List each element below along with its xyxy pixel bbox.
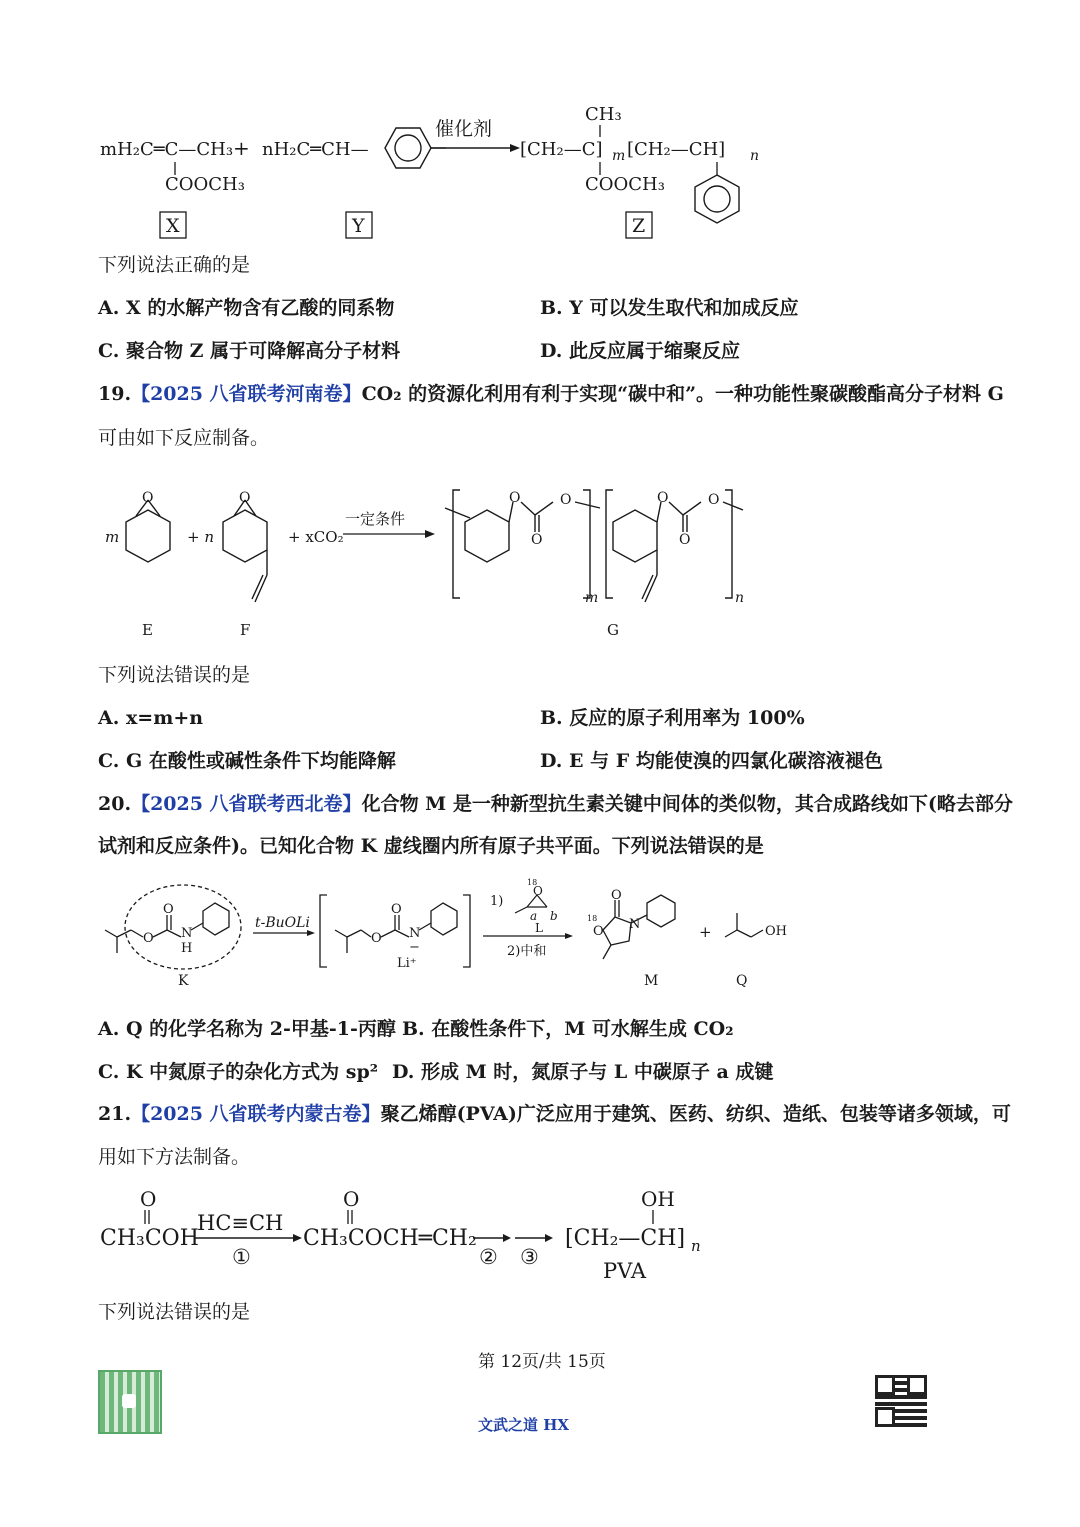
label-m: M (644, 973, 659, 989)
pva-hydroxyl: OH (641, 1187, 675, 1211)
m-carbonyl-oxygen: O (611, 888, 622, 903)
q20-option-a[interactable]: A. Q 的化学名称为 2-甲基-1-丙醇 (98, 1018, 396, 1040)
g-oxygen-3: O (560, 492, 572, 508)
q19-number: 19. (98, 383, 132, 405)
epoxide-e (126, 500, 170, 562)
f-oxygen: O (239, 490, 251, 506)
reaction-arrow (343, 530, 435, 538)
label-e: E (142, 621, 153, 639)
q19-stem-text: CO₂ 的资源化利用有利于实现“碳中和”。一种功能性聚碳酸酯高分子材料 G (361, 383, 1004, 405)
acetylene-reagent: HC≡CH (197, 1211, 284, 1235)
q20-stem-text: 化合物 M 是一种新型抗生素关键中间体的类似物，其合成路线如下(略去部分 (361, 793, 1013, 815)
vinyl-acetate: CH₃COCH═CH₂ (303, 1226, 477, 1251)
label-q: Q (736, 973, 748, 989)
q18-prompt: 下列说法正确的是 (98, 254, 251, 276)
product-subscript-n: n (750, 148, 760, 164)
label-k: K (178, 973, 189, 989)
q21-source-tag: 【2025 八省联考内蒙古卷】 (131, 1103, 381, 1125)
q20-option-d[interactable]: D. 形成 M 时，氮原子与 L 中碳原子 a 成键 (392, 1061, 774, 1083)
int-oxygen-carbonyl: O (391, 902, 402, 917)
k-oxygen-ester: O (143, 931, 154, 946)
k-oxygen-carbonyl: O (163, 902, 174, 917)
q18-option-c[interactable]: C. 聚合物 Z 属于可降解高分子材料 (98, 340, 401, 362)
pva-subscript-n: n (691, 1237, 701, 1255)
compound-k (105, 885, 241, 969)
qr-code-right[interactable] (875, 1375, 927, 1427)
l-oxygen: O (533, 884, 543, 898)
q19-source-tag: 【2025 八省联考河南卷】 (131, 383, 362, 405)
step-2-label: ② (479, 1245, 498, 1269)
g-subscript-n: n (735, 590, 745, 606)
q19-stem-line2: 可由如下反应制备。 (98, 427, 270, 449)
g-oxygen-5: O (679, 532, 691, 548)
page-number: 第 12页/共 15页 (478, 1352, 606, 1372)
benzene-ring-z (695, 175, 739, 223)
product-methyl: CH₃ (585, 104, 622, 125)
g-oxygen-6: O (708, 492, 720, 508)
coefficient-n: + n (187, 528, 214, 546)
q19-stem-line1 (98, 382, 1004, 406)
m-isotope-18: 18 (587, 914, 598, 923)
qr-code-left[interactable] (98, 1370, 162, 1434)
brand-footer: 文武之道 HX (478, 1416, 570, 1434)
coefficient-m: m (105, 528, 120, 546)
step-3-label: ③ (520, 1245, 539, 1269)
int-lithium: Li⁺ (397, 956, 417, 971)
plus-sign: + (233, 136, 250, 160)
m-ring-oxygen: O (593, 924, 604, 939)
q19-option-b[interactable]: B. 反应的原子利用率为 100% (540, 707, 805, 729)
q21-number: 21. (98, 1103, 132, 1125)
reagent-tbuoli: t-BuOLi (255, 915, 310, 931)
label-x: X (166, 215, 180, 237)
g-oxygen-2: O (531, 532, 543, 548)
g-oxygen-1: O (509, 490, 521, 506)
q21-stem-text: 聚乙烯醇(PVA)广泛应用于建筑、医药、纺织、造纸、包装等诸多领域，可 (380, 1103, 1011, 1125)
product-chain-1: [CH₂—C] (520, 139, 603, 160)
plus-sign: + (699, 923, 712, 941)
monomer-x-formula: mH₂C═C—CH₃ (100, 139, 234, 160)
q18-option-a[interactable]: A. X 的水解产物含有乙酸的同系物 (98, 297, 395, 319)
q21-stem-line1 (98, 1102, 1011, 1126)
label-y: Y (352, 215, 365, 237)
q21-prompt: 下列说法错误的是 (98, 1301, 251, 1323)
l-label: L (535, 921, 543, 935)
q19-option-a[interactable]: A. x=m+n (98, 707, 204, 729)
q19-prompt: 下列说法错误的是 (98, 664, 251, 686)
ester-carbonyl-o: O (343, 1187, 360, 1211)
l-isotope-18: 18 (527, 878, 538, 887)
product-subscript-m: m (612, 148, 626, 164)
product-ester: COOCH₃ (585, 174, 665, 195)
q18-option-d[interactable]: D. 此反应属于缩聚反应 (540, 340, 741, 362)
product-chain-2: [CH₂—CH] (627, 139, 726, 160)
q20-option-c[interactable]: C. K 中氮原子的杂化方式为 sp² (98, 1061, 379, 1083)
g-subscript-m: m (585, 590, 599, 606)
l-carbon-b: b (550, 909, 558, 923)
step-1-label: 1) (490, 894, 504, 909)
q19-reaction-scheme (95, 480, 765, 645)
q20-number: 20. (98, 793, 132, 815)
arrow-step-3 (515, 1234, 553, 1242)
e-oxygen: O (142, 490, 154, 506)
benzene-ring-y (385, 128, 431, 168)
int-oxygen-ester: O (371, 931, 382, 946)
q20-synthesis-route (95, 875, 805, 995)
q20-stem-line2: 试剂和反应条件)。已知化合物 K 虚线圈内所有原子共平面。下列说法错误的是 (98, 835, 764, 857)
epoxide-f (223, 500, 267, 602)
int-negative-charge: − (409, 940, 420, 955)
monomer-x-ester: COOCH₃ (165, 174, 245, 195)
q20-option-b[interactable]: B. 在酸性条件下，M 可水解生成 CO₂ (402, 1018, 734, 1040)
l-carbon-a: a (530, 909, 538, 923)
acid-carbonyl-o: O (140, 1187, 157, 1211)
q-hydroxyl: OH (765, 924, 787, 939)
compound-q (725, 913, 763, 937)
arrow-step-2 (473, 1234, 511, 1242)
q18-option-b[interactable]: B. Y 可以发生取代和加成反应 (540, 297, 799, 319)
co2-reactant: + xCO₂ (288, 528, 344, 546)
arrow-2 (483, 933, 573, 939)
condition-label: 一定条件 (345, 510, 406, 528)
q21-stem-line2: 用如下方法制备。 (98, 1146, 251, 1168)
k-hydrogen: H (181, 941, 193, 956)
pva-label: PVA (603, 1259, 647, 1283)
step-2-label: 2)中和 (507, 944, 547, 959)
polymer-g (445, 490, 743, 602)
acetic-acid: CH₃COH (100, 1226, 199, 1251)
q21-reaction-scheme (95, 1180, 735, 1290)
g-oxygen-4: O (657, 490, 669, 506)
k-nitrogen: N (181, 926, 193, 941)
step-1-label: ① (232, 1245, 251, 1269)
m-nitrogen: N (629, 917, 641, 932)
label-g: G (607, 621, 619, 639)
reaction-arrow (430, 144, 520, 152)
pva-chain: [CH₂—CH] (565, 1226, 686, 1251)
label-f: F (240, 621, 251, 639)
q20-source-tag: 【2025 八省联考西北卷】 (131, 793, 362, 815)
q19-option-c[interactable]: C. G 在酸性或碱性条件下均能降解 (98, 750, 396, 772)
label-z: Z (632, 215, 646, 237)
arrow-step-1 (195, 1234, 302, 1242)
int-nitrogen: N (409, 926, 421, 941)
monomer-y-formula: nH₂C═CH— (262, 139, 369, 160)
q19-option-d[interactable]: D. E 与 F 均能使溴的四氯化碳溶液褪色 (540, 750, 883, 772)
reaction-scheme-xyz (90, 95, 990, 250)
q20-stem-line1 (98, 792, 1013, 816)
catalyst-label: 催化剂 (435, 118, 493, 140)
